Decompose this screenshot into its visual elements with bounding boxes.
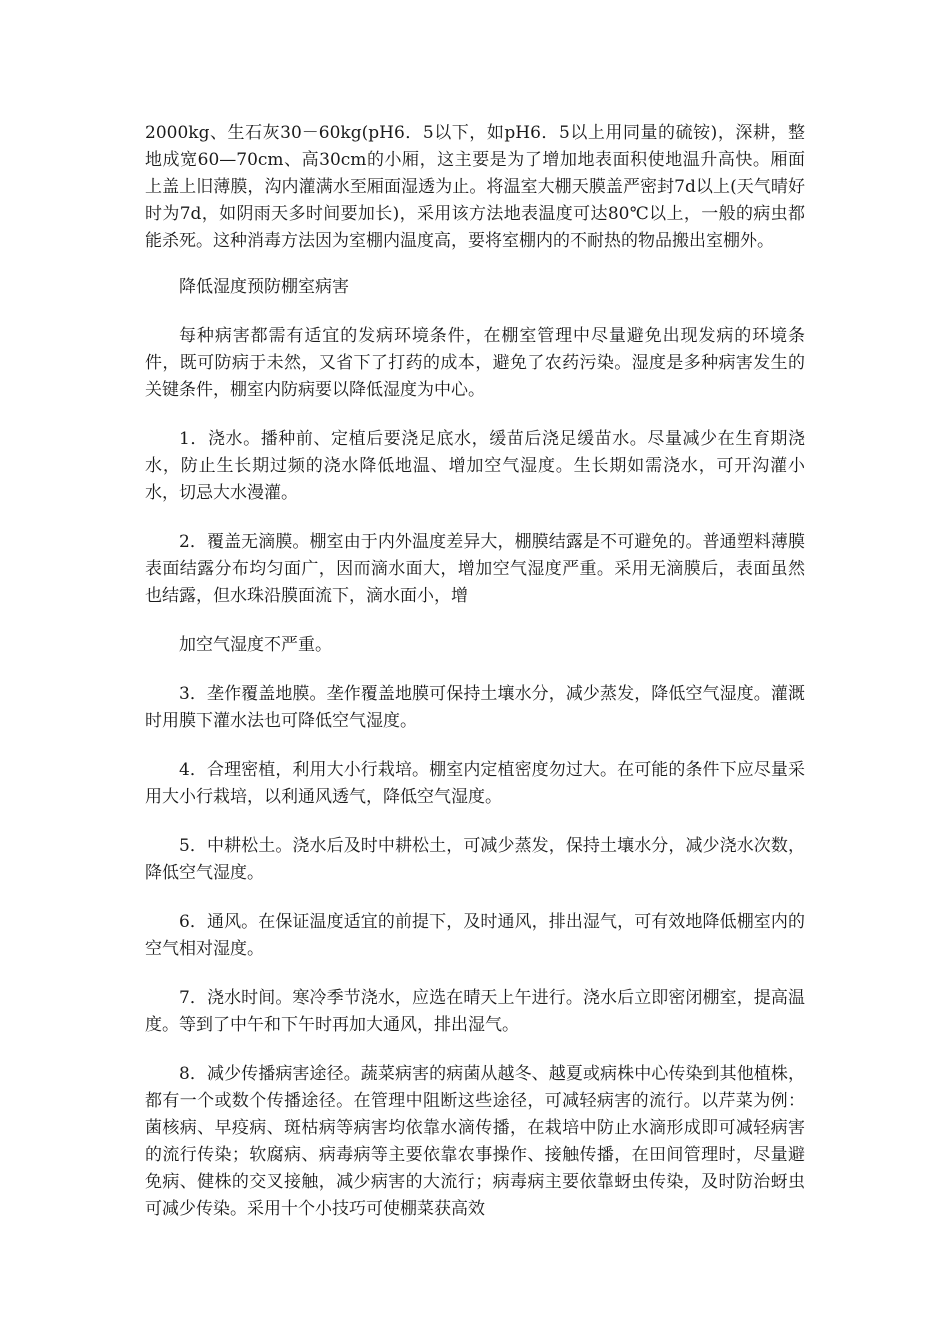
list-item-tillage: 5．中耕松土。浇水后及时中耕松土，可减少蒸发，保持土壤水分，减少浇水次数，降低空气湿度。	[145, 836, 805, 883]
paragraph-intro: 每种病害都需有适宜的发病环境条件，在棚室管理中尽量避免出现发病的环境条件，既可防病于未然，又省下了打药的成本，避免了农药污染。湿度是多种病害发生的关键条件，棚室内防病要以降低湿度为中心。	[145, 326, 805, 400]
list-item-planting-density: 4．合理密植，利用大小行栽培。棚室内定植密度勿过大。在可能的条件下应尽量采用大小行栽培，以利通风透气，降低空气湿度。	[145, 760, 805, 807]
list-item-transmission: 8．减少传播病害途径。蔬菜病害的病菌从越冬、越夏或病株中心传染到其他植株，都有一个或数个传播途径。在管理中阻断这些途径，可减轻病害的流行。以芹菜为例：菌核病、早疫病、斑枯病等病害均依靠水滴传播，在栽培中防止水滴形成即可减轻病害的流行传染；软腐病、病毒病等主要依靠农事操作、接触传播，在田间管理时，尽量避免病、健株的交叉接触，减少病害的大流行；病毒病主要依靠蚜虫传染，及时防治蚜虫可减少传染。采用十个小技巧可使棚菜获高效	[145, 1064, 805, 1219]
paragraph-soil-disinfection: 2000kg、生石灰30－60kg(pH6．5以下，如pH6．5以上用同量的硫铵)，深耕，整地成宽60—70cm、高30cm的小厢，这主要是为了增加地表面积使地温升高快。厢面上盖上旧薄膜，沟内灌满水至厢面湿透为止。将温室大棚天膜盖严密封7d以上(天气晴好时为7d，如阴雨天多时间要加长)，采用该方法地表温度可达80℃以上，一般的病虫都能杀死。这种消毒方法因为室棚内温度高，要将室棚内的不耐热的物品搬出室棚外。	[145, 123, 805, 251]
list-item-watering: 1．浇水。播种前、定植后要浇足底水，缓苗后浇足缓苗水。尽量减少在生育期浇水，防止生长期过频的浇水降低地温、增加空气湿度。生长期如需浇水，可开沟灌小水，切忌大水漫灌。	[145, 429, 805, 503]
list-item-watering-time: 7．浇水时间。寒冷季节浇水，应选在晴天上午进行。浇水后立即密闭棚室，提高温度。等到了中午和下午时再加大通风，排出湿气。	[145, 988, 805, 1035]
list-item-drip-free-film: 2．覆盖无滴膜。棚室由于内外温度差异大，棚膜结露是不可避免的。普通塑料薄膜表面结露分布均匀面广，因而滴水面大，增加空气湿度严重。采用无滴膜后，表面虽然也结露，但水珠沿膜面流下，滴水面小，增	[145, 532, 805, 606]
document-body	[145, 120, 805, 1245]
list-item-ventilation: 6．通风。在保证温度适宜的前提下，及时通风，排出湿气，可有效地降低棚室内的空气相对湿度。	[145, 912, 805, 959]
section-heading: 降低湿度预防棚室病害	[179, 277, 349, 297]
list-item-drip-free-film-continued: 加空气湿度不严重。	[179, 635, 332, 655]
list-item-ridge-mulch: 3．垄作覆盖地膜。垄作覆盖地膜可保持土壤水分，减少蒸发，降低空气湿度。灌溉时用膜下灌水法也可降低空气湿度。	[145, 684, 805, 731]
